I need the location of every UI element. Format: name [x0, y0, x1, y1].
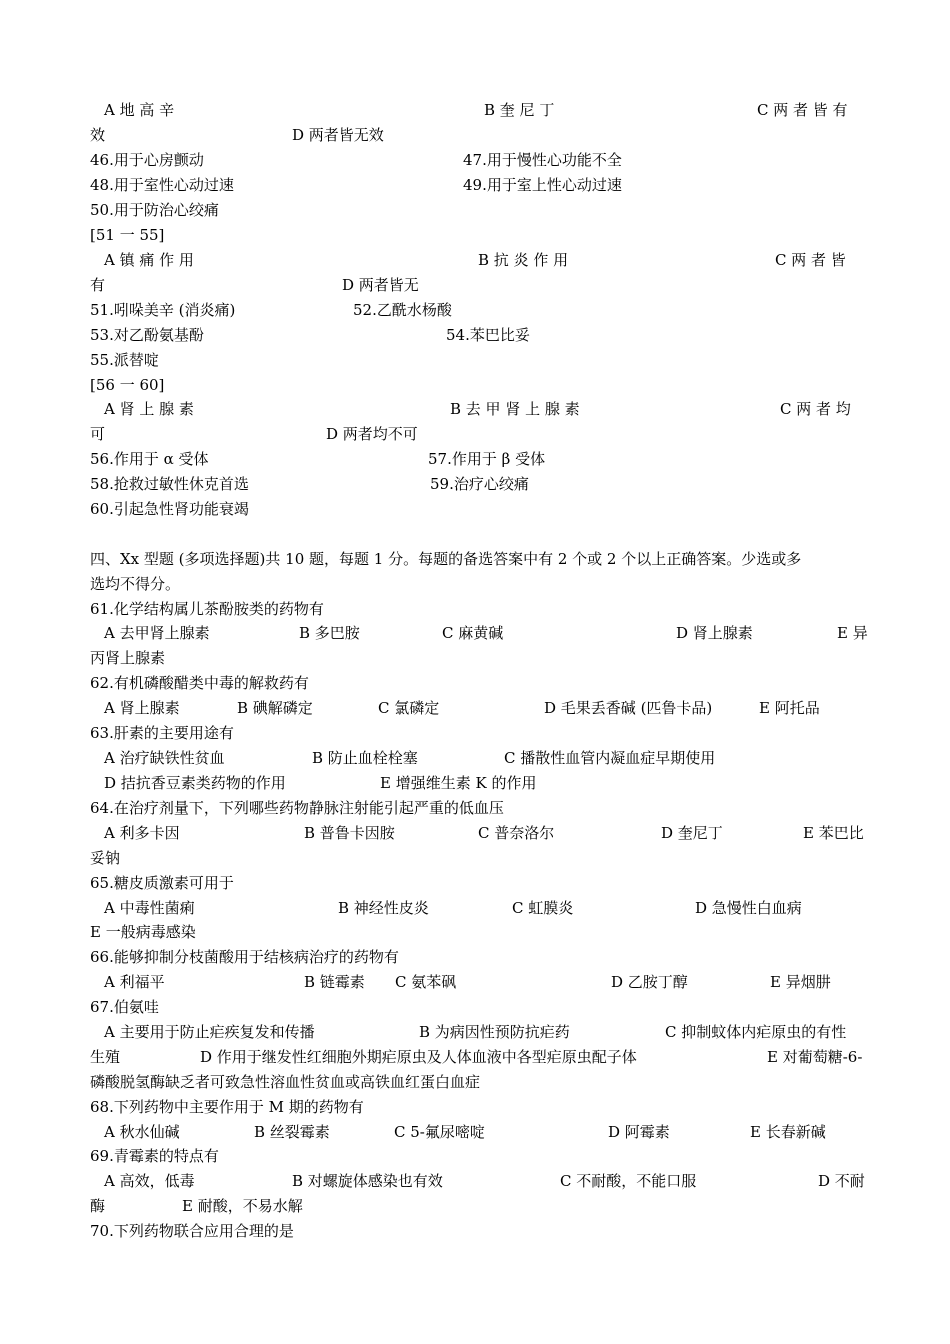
- option-c: C 虹膜炎: [512, 899, 574, 917]
- question-66-stem: 66.能够抑制分枝菌酸用于结核病治疗的药物有: [90, 948, 399, 966]
- option-d: D 毛果丢香碱 (匹鲁卡品): [544, 699, 713, 717]
- question-stem: [90, 871, 870, 895]
- question-55: 55.派替啶: [90, 351, 159, 369]
- question-53: 53.对乙酚氨基酚: [90, 326, 204, 344]
- option-c: C 氯磷定: [378, 699, 440, 717]
- question-60: 60.引起急性肾功能衰竭: [90, 500, 249, 518]
- option-d: D 作用于继发性红细胞外期疟原虫及人体血液中各型疟原虫配子体: [200, 1048, 637, 1066]
- question-stem: [90, 945, 870, 969]
- option-a: A 中毒性菌痢: [104, 899, 195, 917]
- question-stem: [90, 1219, 870, 1243]
- options-row: [90, 1169, 870, 1193]
- question-row: [90, 298, 870, 322]
- option-a: A 秋水仙碱: [104, 1123, 180, 1141]
- options-row: [90, 746, 870, 770]
- option-c: C 氨苯砜: [395, 973, 457, 991]
- option-e: E 阿托品: [759, 699, 820, 717]
- option-c: C 不耐酸，不能口服: [560, 1172, 697, 1190]
- options-row: [90, 896, 870, 920]
- options-row: [90, 846, 870, 870]
- options-row: [90, 397, 870, 421]
- option-b: B 去 甲 肾 上 腺 素: [450, 400, 580, 418]
- question-70-stem: 70.下列药物联合应用合理的是: [90, 1222, 294, 1240]
- question-65-stem: 65.糖皮质激素可用于: [90, 874, 234, 892]
- option-b: B 普鲁卡因胺: [304, 824, 395, 842]
- question-64-stem: 64.在治疗剂量下，下列哪些药物静脉注射能引起严重的低血压: [90, 799, 504, 817]
- options-row: [90, 771, 870, 795]
- option-c: C 麻黄碱: [442, 624, 504, 642]
- section-4-heading-line2: 选均不得分。: [90, 575, 181, 593]
- question-row: [90, 148, 870, 172]
- question-61-stem: 61.化学结构属儿茶酚胺类的药物有: [90, 600, 324, 618]
- options-row: [90, 273, 870, 297]
- option-e: E 异: [837, 624, 868, 642]
- question-stem: [90, 796, 870, 820]
- options-row: [90, 123, 870, 147]
- options-row: [90, 970, 870, 994]
- question-47: 47.用于慢性心功能不全: [463, 151, 622, 169]
- option-c: C 两 者 皆: [775, 251, 846, 269]
- option-e-continued: 丙肾上腺素: [90, 649, 166, 667]
- option-e: E 苯巴比: [803, 824, 864, 842]
- option-d: D 乙胺丁醇: [611, 973, 688, 991]
- question-59: 59.治疗心绞痛: [430, 475, 529, 493]
- question-67-stem: 67.伯氨哇: [90, 998, 159, 1016]
- option-b: B 防止血栓栓塞: [312, 749, 418, 767]
- options-row: [90, 821, 870, 845]
- option-a: A 高效，低毒: [104, 1172, 195, 1190]
- options-row: [90, 696, 870, 720]
- option-d: D 急慢性白血病: [695, 899, 802, 917]
- question-48: 48.用于室性心动过速: [90, 176, 234, 194]
- question-stem: [90, 671, 870, 695]
- option-b: B 神经性皮炎: [338, 899, 429, 917]
- option-b: B 奎 尼 丁: [484, 101, 555, 119]
- question-63-stem: 63.肝素的主要用途有: [90, 724, 234, 742]
- option-d: D 不耐: [818, 1172, 865, 1190]
- options-row: [90, 1020, 870, 1044]
- question-62-stem: 62.有机磷酸醋类中毒的解救药有: [90, 674, 309, 692]
- option-e: E 对葡萄糖-6-: [767, 1048, 863, 1066]
- options-row: [90, 98, 870, 122]
- option-b: B 为病因性预防抗疟药: [419, 1023, 570, 1041]
- question-row: [90, 497, 870, 521]
- question-54: 54.苯巴比妥: [446, 326, 530, 344]
- options-row: [90, 1070, 870, 1094]
- option-e: E 异烟肼: [770, 973, 831, 991]
- question-row: [90, 447, 870, 471]
- options-row: [90, 646, 870, 670]
- option-d: D 拮抗香豆素类药物的作用: [104, 774, 286, 792]
- question-stem: [90, 721, 870, 745]
- option-c: C 抑制蚊体内疟原虫的有性: [665, 1023, 847, 1041]
- question-stem: [90, 1144, 870, 1168]
- options-row: [90, 248, 870, 272]
- option-b: B 碘解磷定: [237, 699, 313, 717]
- option-e: E 增强维生素 K 的作用: [380, 774, 537, 792]
- group-heading: [90, 373, 870, 397]
- section-heading-continued: [90, 572, 870, 596]
- section-heading: [90, 547, 870, 571]
- option-a: A 地 高 辛: [104, 101, 175, 119]
- option-d: D 肾上腺素: [676, 624, 753, 642]
- options-row: [90, 1194, 870, 1218]
- option-e-continued: 磷酸脱氢酶缺乏者可致急性溶血性贫血或高铁血红蛋白血症: [90, 1073, 481, 1091]
- section-4-heading: 四、Xx 型题 (多项选择题)共 10 题，每题 1 分。每题的备选答案中有 2 个或 2 个以上正确答案。少选或多: [90, 550, 802, 568]
- options-row: [90, 1045, 870, 1069]
- option-e: E 长春新碱: [750, 1123, 826, 1141]
- option-a: A 肾上腺素: [104, 699, 180, 717]
- option-c-continued: 效: [90, 126, 106, 144]
- group-56-60: [56 一 60]: [90, 376, 165, 394]
- option-c: C 两 者 均: [780, 400, 851, 418]
- question-50: 50.用于防治心绞痛: [90, 201, 219, 219]
- option-d: D 阿霉素: [608, 1123, 670, 1141]
- question-row: [90, 472, 870, 496]
- option-a: A 治疗缺铁性贫血: [104, 749, 225, 767]
- options-row: [90, 1120, 870, 1144]
- option-b: B 抗 炎 作 用: [478, 251, 569, 269]
- option-a: A 利多卡因: [104, 824, 180, 842]
- question-row: [90, 173, 870, 197]
- group-heading: [90, 223, 870, 247]
- option-d: D 奎尼丁: [661, 824, 723, 842]
- option-c: C 两 者 皆 有: [757, 101, 848, 119]
- question-row: [90, 348, 870, 372]
- option-b: B 链霉素: [304, 973, 365, 991]
- option-b: B 多巴胺: [299, 624, 360, 642]
- option-c: C 播散性血管内凝血症早期使用: [504, 749, 716, 767]
- option-d: D 两者均不可: [326, 425, 418, 443]
- group-51-55: [51 一 55]: [90, 226, 165, 244]
- option-a: A 镇 痛 作 用: [104, 251, 194, 269]
- option-d: D 两者皆无效: [292, 126, 384, 144]
- options-row: [90, 621, 870, 645]
- question-stem: [90, 1095, 870, 1119]
- option-c: C 普奈洛尔: [478, 824, 555, 842]
- question-52: 52.乙酰水杨酸: [353, 301, 452, 319]
- option-e: E 耐酸，不易水解: [182, 1197, 303, 1215]
- question-69-stem: 69.青霉素的特点有: [90, 1147, 219, 1165]
- question-57: 57.作用于 β 受体: [428, 450, 546, 468]
- option-d: D 两者皆无: [342, 276, 419, 294]
- question-49: 49.用于室上性心动过速: [463, 176, 622, 194]
- option-a: A 主要用于防止疟疾复发和传播: [104, 1023, 315, 1041]
- option-c-continued: 有: [90, 276, 106, 294]
- option-b: B 丝裂霉素: [254, 1123, 330, 1141]
- option-c: C 5-氟尿嘧啶: [394, 1123, 485, 1141]
- options-row: [90, 422, 870, 446]
- question-58: 58.抢救过敏性休克首选: [90, 475, 249, 493]
- question-row: [90, 198, 870, 222]
- question-stem: [90, 995, 870, 1019]
- option-c-continued: 可: [90, 425, 106, 443]
- option-a: A 利福平: [104, 973, 165, 991]
- option-c-continued: 生殖: [90, 1048, 121, 1066]
- options-row: [90, 920, 870, 944]
- option-b: B 对螺旋体感染也有效: [292, 1172, 443, 1190]
- question-68-stem: 68.下列药物中主要作用于 M 期的药物有: [90, 1098, 364, 1116]
- question-51: 51.吲哚美辛 (消炎痛): [90, 301, 236, 319]
- option-d-continued: 酶: [90, 1197, 106, 1215]
- question-row: [90, 323, 870, 347]
- option-e-continued: 妥钠: [90, 849, 121, 867]
- option-a: A 肾 上 腺 素: [104, 400, 194, 418]
- question-56: 56.作用于 α 受体: [90, 450, 209, 468]
- option-a: A 去甲肾上腺素: [104, 624, 210, 642]
- option-e: E 一般病毒感染: [90, 923, 196, 941]
- question-stem: [90, 597, 870, 621]
- question-46: 46.用于心房颤动: [90, 151, 204, 169]
